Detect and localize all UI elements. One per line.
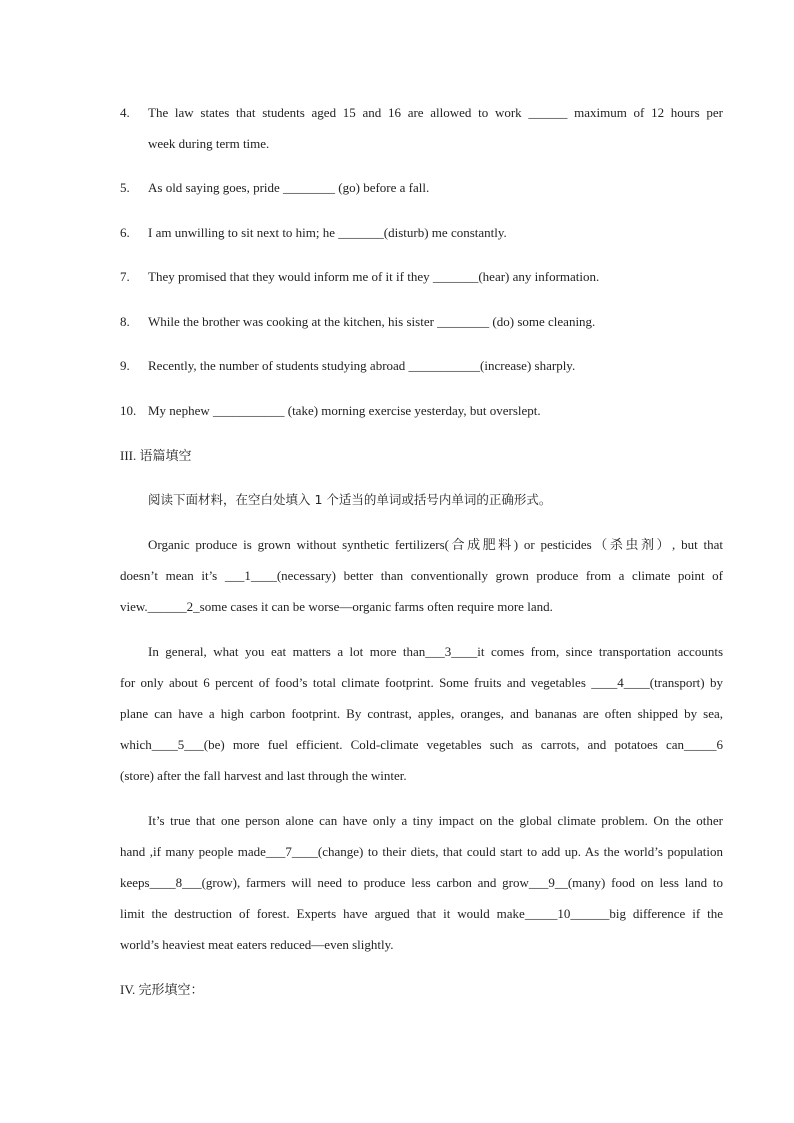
passage-p2-line-5: (store) after the fall harvest and last through the winter. <box>120 768 407 783</box>
section-heading-iv: IV. 完形填空： <box>120 982 204 997</box>
passage-p3-line-5: world’s heaviest meat eaters reduced—even slightly. <box>120 937 394 952</box>
passage-p3-line-2: hand ,if many people made___7____(change) to their diets, that could start to add up. As the world’s population <box>120 844 723 859</box>
passage-p1-line-3: view.______2_some cases it can be worse—organic farms often require more land. <box>120 599 553 614</box>
question-text: As old saying goes, pride ________ (go) before a fall. <box>148 180 430 195</box>
question-number: 4. <box>120 105 130 120</box>
question-text: My nephew ___________ (take) morning exercise yesterday, but overslept. <box>148 403 541 418</box>
question-number: 10. <box>120 403 137 418</box>
question-number: 5. <box>120 180 130 195</box>
question-number: 6. <box>120 225 130 240</box>
question-number: 7. <box>120 269 130 284</box>
question-text: While the brother was cooking at the kitchen, his sister ________ (do) some cleaning. <box>148 314 596 329</box>
passage-p2-line-2: for only about 6 percent of food’s total climate footprint. Some fruits and vegetables ____4____(transport) by <box>120 675 723 690</box>
passage-p3-line-1: It’s true that one person alone can have only a tiny impact on the global climate problem. On the other <box>148 813 723 828</box>
question-number: 9. <box>120 358 130 373</box>
passage-p3-line-4: limit the destruction of forest. Experts have argued that it would make_____10______big difference if the <box>120 906 723 921</box>
passage-p1-line-2: doesn’t mean it’s ___1____(necessary) better than conventionally grown produce from a climate point of <box>120 568 723 583</box>
question-number: 8. <box>120 314 130 329</box>
passage-p2-line-3: plane can have a high carbon footprint. By contrast, apples, oranges, and bananas are often shipped by sea, <box>120 706 723 721</box>
question-text-continuation: week during term time. <box>148 136 270 151</box>
passage-p2-line-1: In general, what you eat matters a lot more than___3____it comes from, since transportation accounts <box>148 644 723 659</box>
question-text: They promised that they would inform me of it if they _______(hear) any information. <box>148 269 600 284</box>
passage-p2-line-4: which____5___(be) more fuel efficient. Cold-climate vegetables such as carrots, and potatoes can_____6 <box>120 737 723 752</box>
question-text: I am unwilling to sit next to him; he _______(disturb) me constantly. <box>148 225 507 240</box>
question-text: Recently, the number of students studying abroad ___________(increase) sharply. <box>148 358 576 373</box>
passage-p3-line-3: keeps____8___(grow), farmers will need to produce less carbon and grow___9__(many) food on less land to <box>120 875 723 890</box>
section-instruction: 阅读下面材料，在空白处填入 1 个适当的单词或括号内单词的正确形式。 <box>148 492 552 507</box>
question-text-line-1: The law states that students aged 15 and 16 are allowed to work ______ maximum of 12 hours per <box>148 105 723 120</box>
passage-p1-line-1: Organic produce is grown without synthetic fertilizers(合成肥料) or pesticides（杀虫剂）, but that <box>148 537 723 552</box>
section-heading-iii: III. 语篇填空 <box>120 448 192 463</box>
